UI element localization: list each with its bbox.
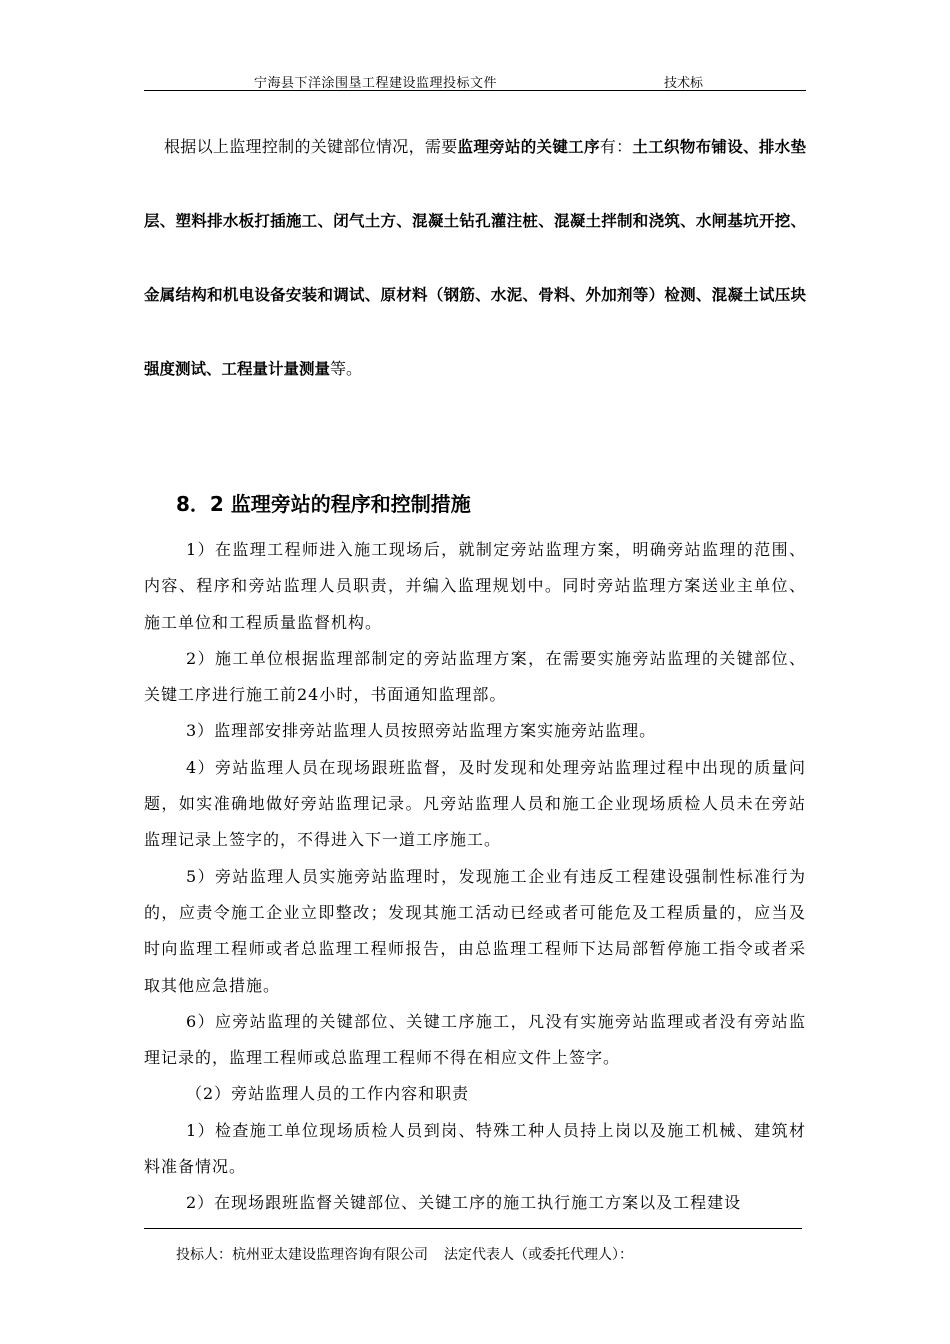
intro-lead: 根据以上监理控制的关键部位情况，需要 bbox=[164, 137, 458, 156]
footer-representative: 法定代表人（或委托代理人）： bbox=[444, 1247, 633, 1263]
intro-connector: 有： bbox=[599, 137, 633, 156]
intro-bold-phrase: 监理旁站的关键工序 bbox=[457, 138, 600, 156]
intro-text bbox=[144, 110, 806, 406]
body-text bbox=[144, 532, 806, 1222]
subheading: （2）旁站监理人员的工作内容和职责 bbox=[186, 1084, 470, 1104]
header-title: 宁海县下洋涂围垦工程建设监理投标文件 bbox=[254, 76, 498, 91]
paragraph: 4）旁站监理人员在现场跟班监督，及时发现和处理旁站监理过程中出现的质量问题，如实准确地做好旁站监理记录。凡旁站监理人员和施工企业现场质检人员未在旁站监理记录上签字的，不得进入下一道工序施工。 bbox=[144, 757, 806, 850]
footer-divider bbox=[144, 1228, 802, 1229]
paragraph: 2）施工单位根据监理部制定的旁站监理方案，在需要实施旁站监理的关键部位、关键工序进行施工前24小时，书面通知监理部。 bbox=[144, 648, 806, 705]
paragraph: 5）旁站监理人员实施旁站监理时，发现施工企业有违反工程建设强制性标准行为的，应责令施工企业立即整改；发现其施工活动已经或者可能危及工程质量的，应当及时向监理工程师或者总监理工程师报告，由总监理工程师下达局部暂停施工指令或者采取其他应急措施。 bbox=[144, 866, 806, 995]
paragraph: 1）在监理工程师进入施工现场后，就制定旁站监理方案，明确旁站监理的范围、内容、程序和旁站监理人员职责，并编入监理规划中。同时旁站监理方案送业主单位、施工单位和工程质量监督机构。 bbox=[144, 540, 806, 632]
intro-paragraph bbox=[144, 110, 806, 406]
paragraph: 1）检查施工单位现场质检人员到岗、特殊工种人员持上岗以及施工机械、建筑材料准备情况。 bbox=[144, 1120, 806, 1177]
intro-tail: 等。 bbox=[330, 359, 363, 378]
footer-bidder: 投标人：杭州亚太建设监理咨询有限公司 bbox=[176, 1247, 428, 1263]
header-tag: 技术标 bbox=[664, 76, 704, 91]
paragraph: 2）在现场跟班监督关键部位、关键工序的施工执行施工方案以及工程建设 bbox=[186, 1193, 742, 1213]
page-footer bbox=[176, 1244, 649, 1264]
section-title: 8．2 监理旁站的程序和控制措施 bbox=[176, 492, 471, 516]
paragraph: 6）应旁站监理的关键部位、关键工序施工，凡没有实施旁站监理或者没有旁站监理记录的，监理工程师或总监理工程师不得在相应文件上签字。 bbox=[144, 1011, 806, 1068]
page-header bbox=[144, 70, 806, 91]
paragraph: 3）监理部安排旁站监理人员按照旁站监理方案实施旁站监理。 bbox=[186, 721, 657, 741]
intro-bold-list: 土工织物布铺设、排水垫层、塑料排水板打插施工、闭气土方、混凝土钻孔灌注桩、混凝土拌制和浇筑、水闸基坑开挖、金属结构和机电设备安装和调试、原材料（钢筋、水泥、骨料、外加剂等）检测、混凝土试压块强度测试、工程量计量测量 bbox=[144, 138, 806, 378]
